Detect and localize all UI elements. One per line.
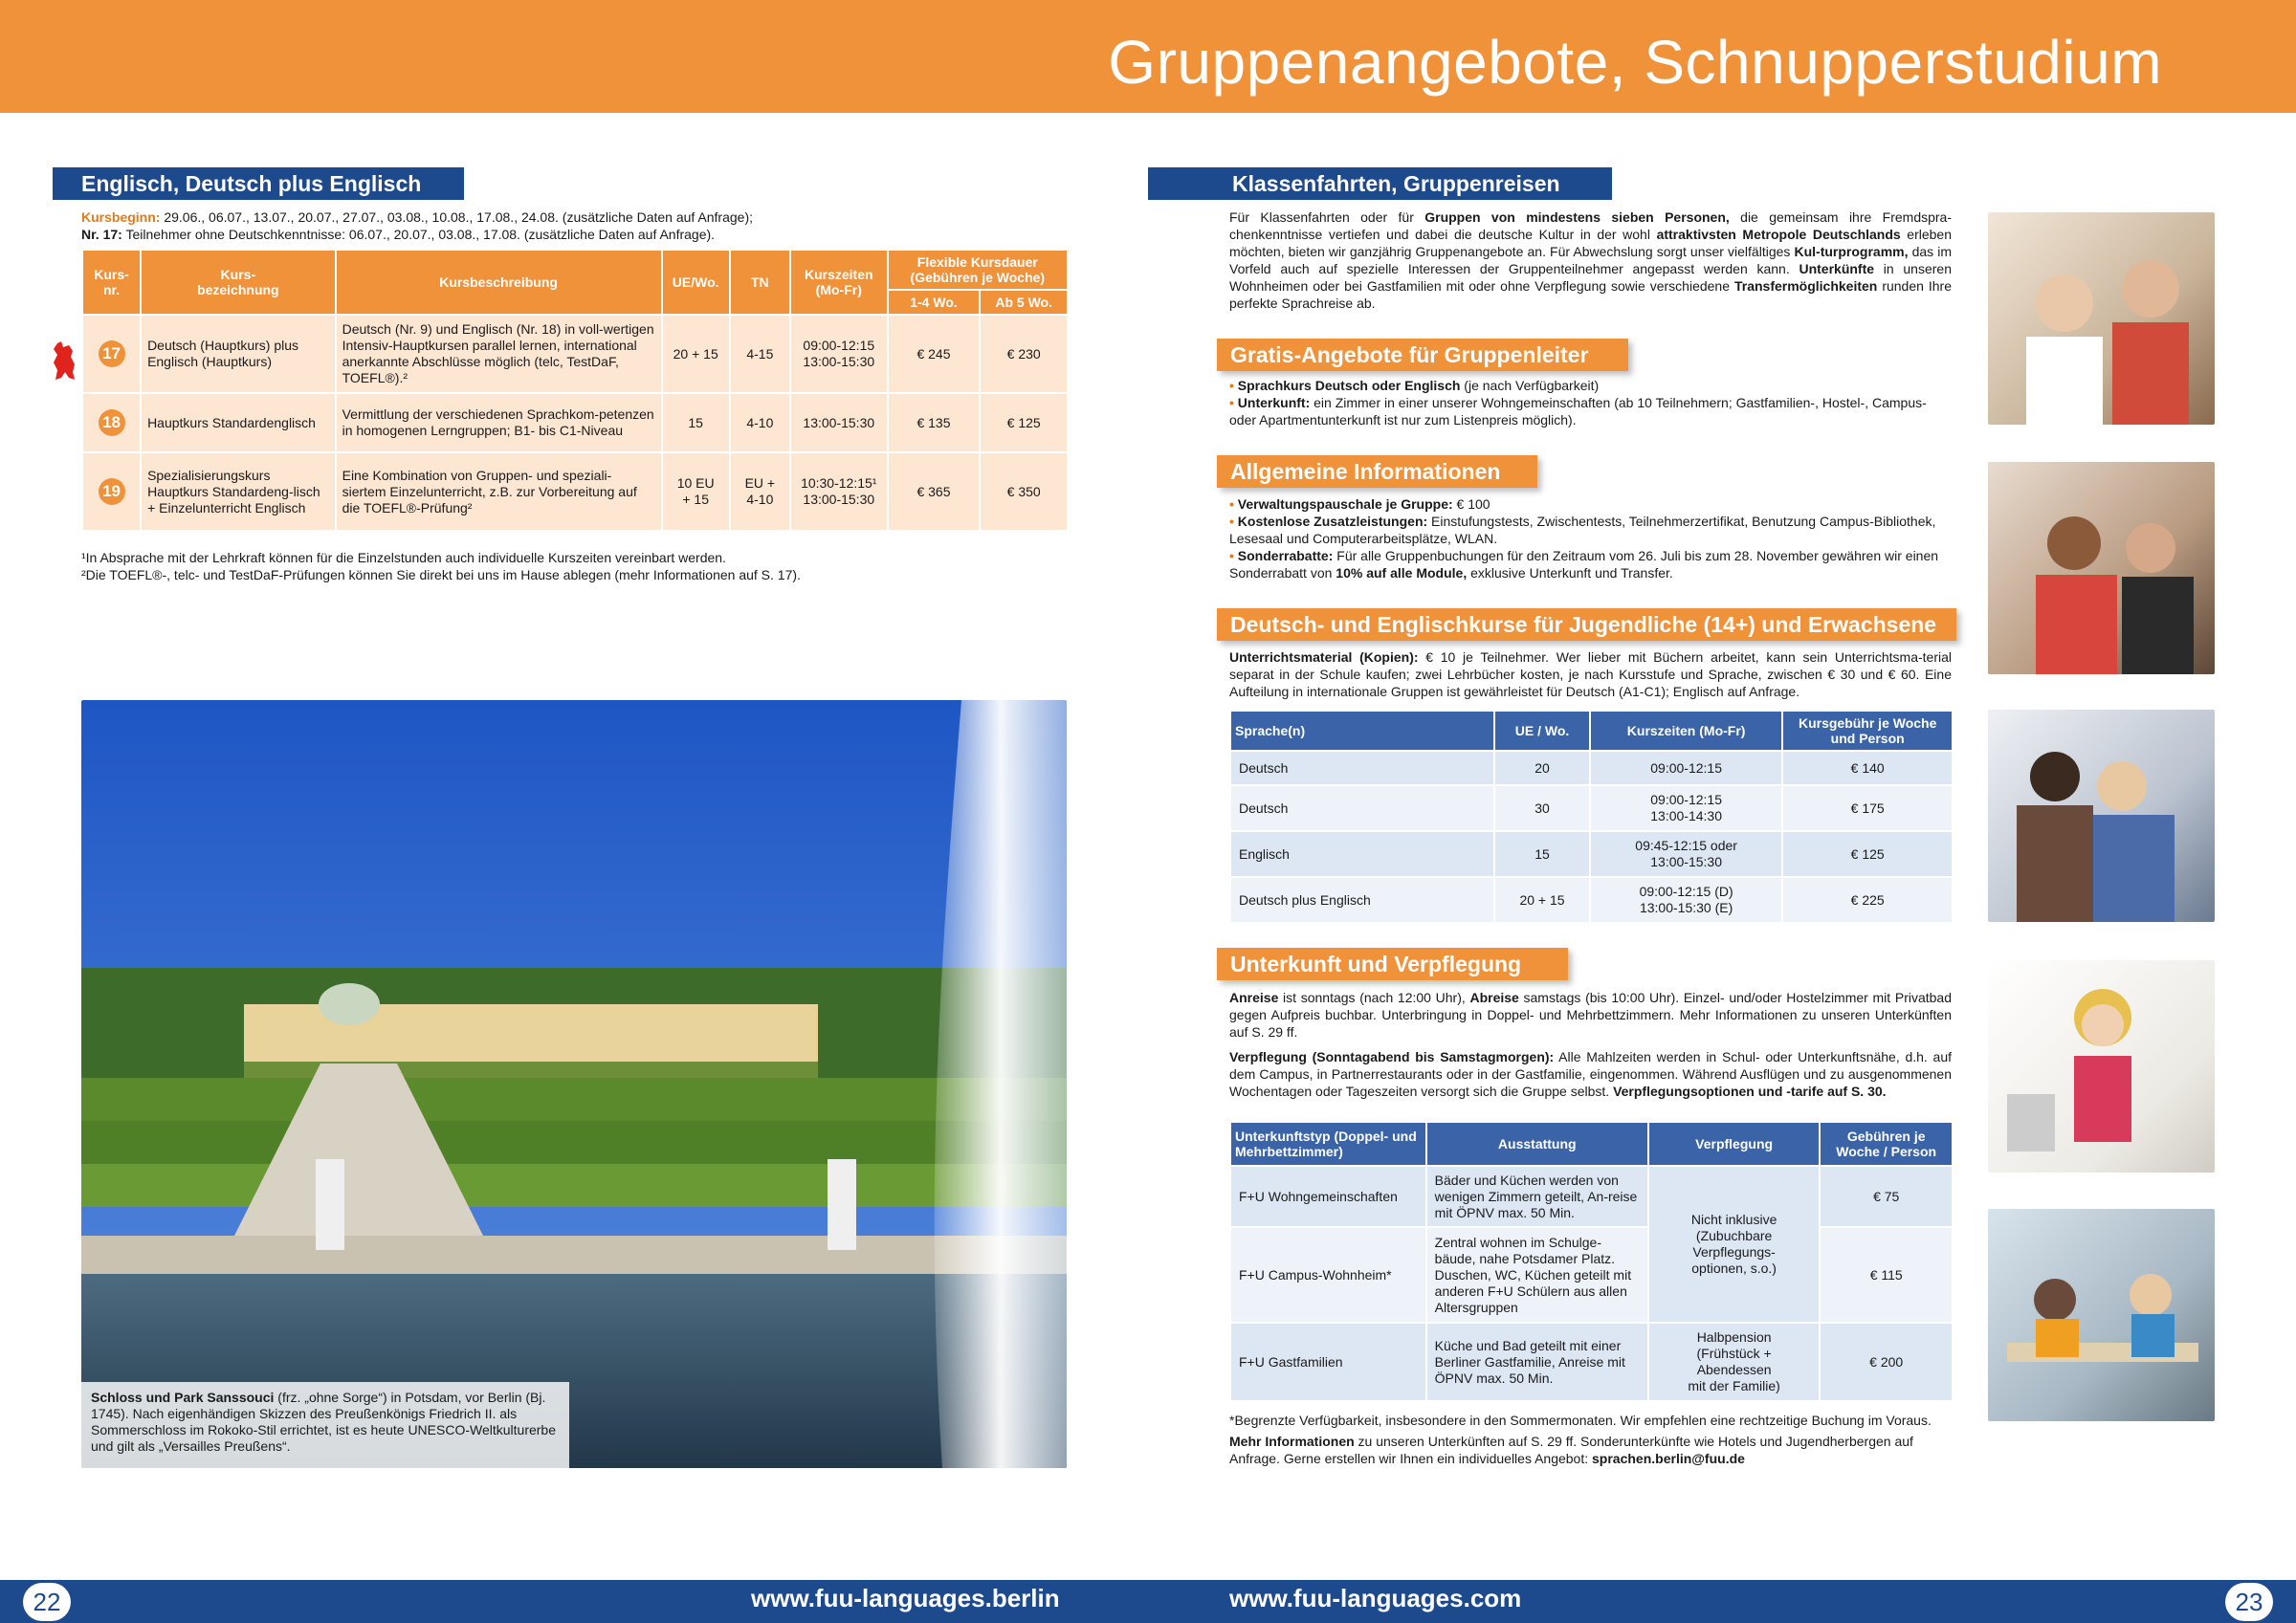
kurse-paragraph (1229, 648, 1952, 700)
course-tn: 4-15 (730, 315, 790, 393)
verpflegung-bold: Verpflegungsoptionen und -tarife auf S. 30. (1613, 1084, 1887, 1099)
footnotes (81, 549, 1067, 583)
allg-item: • Kostenlose Zusatzleistungen: Einstufungstests, Zwischentests, Teilnehmerzertifikat, Benutzung Campus-Bibliothek, Lesesaal und Computerarbeitsplätze, WLAN. (1229, 514, 1936, 546)
col-kursbezeichnung: Kurs- bezeichnung (141, 250, 336, 315)
gratis-item-text: (je nach Verfügbarkeit) (1460, 378, 1600, 393)
table-row (82, 452, 1068, 531)
cell-sprache: Englisch (1230, 831, 1494, 877)
course-desc: Vermittlung der verschiedenen Sprachkom-petenzen in homogenen Lerngruppen; B1- bis C1-Niveau (336, 393, 662, 452)
allg-item-label: Verwaltungspauschale je Gruppe: (1237, 496, 1453, 512)
caption-text: (frz. „ohne Sorge“) in Potsdam, vor Berlin (Bj. 1745). Nach eigenhändigen Skizzen des Preußenkönigs Friedrich II. als Sommerschloss im Rokoko-Stil errichtet, ist es heute UNESCO-Weltkulturerbe und gilt als „Versailles Preußens“. (91, 1390, 557, 1454)
unterkunft-table (1229, 1121, 1954, 1402)
gratis-item-label: Unterkunft: (1237, 395, 1311, 410)
cell-typ: F+U Wohngemeinschaften (1230, 1166, 1426, 1227)
klassen-text: Für Klassenfahrten oder für (1229, 209, 1425, 225)
allg-item-label: Sonderrabatte: (1237, 548, 1334, 563)
cell-ue: 20 + 15 (1494, 877, 1590, 923)
cell-typ: F+U Campus-Wohnheim* (1230, 1227, 1426, 1323)
course-price-5: € 230 (980, 315, 1068, 393)
course-tn: EU + 4-10 (730, 452, 790, 531)
photo-students-2 (1988, 462, 2215, 674)
anreise-text: samstags (bis 10:00 Uhr). Einzel- und/oder Hostelzimmer mit Privatbad gegen Aufpreis buchbar. Unterbringung in Doppel- und Mehrbettzimmern. Mehr Informationen zu unseren Unterkünften auf S. 29 ff. (1229, 990, 1953, 1040)
berlin-bear-icon (50, 340, 78, 384)
course-name: Spezialisierungskurs Hauptkurs Standardeng-lisch + Einzelunterricht Englisch (141, 452, 336, 531)
allg-item-text: exklusive Unterkunft und Transfer. (1467, 565, 1673, 581)
page-number-left: 22 (23, 1583, 71, 1621)
footer-url-left[interactable]: www.fuu-languages.berlin (751, 1584, 1060, 1612)
cell-zeit: 09:00-12:15 13:00-14:30 (1590, 785, 1782, 831)
page-number-right: 23 (2225, 1583, 2273, 1621)
col-gebuehren: Gebühren je Woche / Person (1820, 1122, 1953, 1166)
cell-zeit: 09:45-12:15 oder 13:00-15:30 (1590, 831, 1782, 877)
allg-item-text: € 100 (1452, 496, 1490, 512)
col-sprache: Sprache(n) (1230, 711, 1494, 751)
klassen-bold: attraktivsten Metropole Deutschlands (1656, 227, 1901, 242)
klassen-bold: Unterkünfte (1799, 261, 1875, 276)
table-header-row (1230, 711, 1953, 751)
allg-item-text: Einstufungstests, Zwischentests, Teilnehmerzertifikat, Benutzung Campus-Bibliothek, Lesesaal und Computerarbeitsplätze, WLAN. (1229, 514, 1936, 546)
allg-item: • Verwaltungspauschale je Gruppe: € 100 (1229, 496, 1490, 512)
cell-preis: € 140 (1782, 751, 1953, 785)
col-kurszeiten: Kurszeiten (Mo-Fr) (790, 250, 888, 315)
col-1-4-wochen: 1-4 Wo. (888, 290, 981, 315)
course-number (82, 393, 141, 452)
course-number (82, 452, 141, 531)
table-row (1230, 1166, 1953, 1227)
footer-bar (0, 1580, 2296, 1623)
course-price-5: € 125 (980, 393, 1068, 452)
students-illustration (1988, 212, 2215, 425)
cell-verpflegung: Halbpension (Frühstück + Abendessen mit der Familie) (1648, 1323, 1821, 1401)
klassen-text: die gemeinsam ihre Fremdspra-chenkenntnisse vertiefen und dabei die deutsche Kultur in der wohl (1229, 209, 1952, 242)
col-verpflegung: Verpflegung (1648, 1122, 1821, 1166)
cell-ausstattung: Küche und Bad geteilt mit einer Berliner Gastfamilie, Anreise mit ÖPNV max. 50 Min. (1426, 1323, 1648, 1401)
photo-students-1 (1988, 212, 2215, 425)
klassen-paragraph (1229, 208, 1952, 312)
dining-illustration (1988, 1209, 2215, 1421)
allg-item-label: Kostenlose Zusatzleistungen: (1237, 514, 1428, 529)
caption-title: Schloss und Park Sanssouci (91, 1390, 275, 1405)
section-title-kurse: Deutsch- und Englischkurse für Jugendliche (14+) und Erwachsene (1217, 608, 1956, 641)
anreise-text: ist sonntags (nach 12:00 Uhr), (1278, 990, 1470, 1005)
cell-ue: 15 (1494, 831, 1590, 877)
klassen-text: das im Vorfeld auch auf spezielle Interessen der Gruppenteilnehmer angepasst werden kann. (1229, 244, 1952, 276)
course-ue: 15 (662, 393, 730, 452)
course-ue: 10 EU + 15 (662, 452, 730, 531)
cell-preis: € 175 (1782, 785, 1953, 831)
table-row (1230, 785, 1953, 831)
col-ausstattung: Ausstattung (1426, 1122, 1648, 1166)
cell-sprache: Deutsch (1230, 785, 1494, 831)
page-title: Gruppenangebote, Schnupperstudium (1108, 28, 2162, 97)
students-illustration (1988, 710, 2215, 922)
table-row (1230, 1227, 1953, 1323)
cell-preis: € 225 (1782, 877, 1953, 923)
woman-illustration (1988, 960, 2215, 1173)
photo-dining (1988, 1209, 2215, 1421)
col-kursnr: Kurs- nr. (82, 250, 141, 315)
kurse-label: Unterrichtsmaterial (Kopien): (1229, 649, 1419, 665)
gratis-list (1229, 377, 1952, 428)
kursbeginn-dates: 29.06., 06.07., 13.07., 20.07., 27.07., 03.08., 10.08., 17.08., 24.08. (zusätzliche Daten auf Anfrage); (160, 209, 754, 225)
course-number-badge: 19 (99, 478, 125, 505)
course-time: 13:00-15:30 (790, 393, 888, 452)
section-title-allgemein: Allgemeine Informationen (1217, 455, 1537, 488)
cell-sprache: Deutsch (1230, 751, 1494, 785)
email-link[interactable]: sprachen.berlin@fuu.de (1592, 1451, 1745, 1466)
note-mehr-info (1229, 1433, 1954, 1467)
course-time: 10:30-12:15¹ 13:00-15:30 (790, 452, 888, 531)
footnote-2: ²Die TOEFL®-, telc- und TestDaF-Prüfungen können Sie direkt bei uns im Hause ablegen (mehr Informationen auf S. 17). (81, 567, 801, 582)
footnote-1: ¹In Absprache mit der Lehrkraft können für die Einzelstunden auch individuelle Kurszeiten vereinbart werden. (81, 550, 726, 565)
kurse-text: € 10 je Teilnehmer. Wer lieber mit Büchern arbeitet, kann sein Unterrichtsma-terial separat in der Schule kaufen; zwei Lehrbücher kosten, je nach Kursstufe und Sprache, zwischen € 30 und € 60. Eine Aufteilung in internationale Gruppen ist gewährleistet für Deutsch (A1-C1); Englisch auf Anfrage. (1229, 649, 1952, 699)
gratis-item: • Sprachkurs Deutsch oder Englisch (je nach Verfügbarkeit) (1229, 378, 1600, 393)
course-number (82, 315, 141, 393)
col-kursbeschreibung: Kursbeschreibung (336, 250, 662, 315)
table-row (1230, 877, 1953, 923)
cell-ausstattung: Zentral wohnen im Schulge-bäude, nahe Potsdamer Platz. Duschen, WC, Küchen geteilt mit anderen F+U Schülern aus allen Altersgruppen (1426, 1227, 1648, 1323)
gratis-item-label: Sprachkurs Deutsch oder Englisch (1237, 378, 1461, 393)
table-header-row (82, 250, 1068, 290)
photo-woman (1988, 960, 2215, 1173)
nr17-dates: Teilnehmer ohne Deutschkenntnisse: 06.07., 20.07., 03.08., 17.08. (zusätzliche Daten auf Anfrage). (121, 227, 716, 242)
kursbeginn-text (81, 208, 1067, 243)
table-row (82, 315, 1068, 393)
course-price-1-4: € 365 (888, 452, 981, 531)
cell-ausstattung: Bäder und Küchen werden von wenigen Zimmern geteilt, An-reise mit ÖPNV max. 50 Min. (1426, 1166, 1648, 1227)
course-price-1-4: € 135 (888, 393, 981, 452)
klassen-bold: Kul-turprogramm, (1794, 244, 1909, 259)
cell-preis: € 115 (1820, 1227, 1953, 1323)
kurse-table (1229, 710, 1954, 924)
cell-ue: 20 (1494, 751, 1590, 785)
header-bar (0, 0, 2296, 113)
verpflegung-text: Alle Mahlzeiten werden in Schul- oder Unterkunftsnähe, d.h. auf dem Campus, in Partnerrestaurants oder in der Gastfamilie, eingenommen. Während Ausflügen und zu ausgenommenen Wochentagen oder Tageszeiten versorgt sich die Gruppe selbst. (1229, 1049, 1952, 1099)
note-begrenzte: *Begrenzte Verfügbarkeit, insbesondere in den Sommermonaten. Wir empfehlen eine rechtzeitige Buchung im Voraus. (1229, 1413, 1932, 1428)
nr17-label: Nr. 17: (81, 227, 122, 242)
cell-ue: 30 (1494, 785, 1590, 831)
section-title-englisch: Englisch, Deutsch plus Englisch (53, 167, 464, 200)
klassen-text: erleben möchten, bieten wir ganzjährig Gruppenangebote an. Für Abwechslung sorgt unser vielfältiges (1229, 227, 1953, 259)
course-table (81, 249, 1069, 532)
course-desc: Deutsch (Nr. 9) und Englisch (Nr. 18) in voll-wertigen Intensiv-Hauptkursen parallel lernen, international anerkannte Abschlüsse möglich (telc, TestDaF, TOEFL®).² (336, 315, 662, 393)
anreise-paragraph (1229, 989, 1952, 1041)
cell-zeit: 09:00-12:15 (D) 13:00-15:30 (E) (1590, 877, 1782, 923)
gratis-item-text: ein Zimmer in einer unserer Wohngemeinschaften (ab 10 Teilnehmern; Gastfamilien-, Hostel-, Campus- oder Apartmentunterkunft ist nur zum Listenpreis möglich). (1229, 395, 1927, 428)
course-name: Deutsch (Hauptkurs) plus Englisch (Hauptkurs) (141, 315, 336, 393)
course-name: Hauptkurs Standardenglisch (141, 393, 336, 452)
unterkunft-notes (1229, 1412, 1954, 1467)
cell-zeit: 09:00-12:15 (1590, 751, 1782, 785)
col-unterkunftstyp: Unterkunftstyp (Doppel- und Mehrbettzimmer) (1230, 1122, 1426, 1166)
cell-preis: € 125 (1782, 831, 1953, 877)
allg-item: • Sonderrabatte: Für alle Gruppenbuchungen für den Zeitraum vom 26. Juli bis zum 28. November gewähren wir einen Sonderrabatt von 10% auf alle Module, exklusive Unterkunft und Transfer. (1229, 548, 1939, 581)
table-header-row (1230, 1122, 1953, 1166)
table-row (82, 393, 1068, 452)
cell-preis: € 75 (1820, 1166, 1953, 1227)
photo-students-3 (1988, 710, 2215, 922)
course-number-badge: 18 (99, 409, 125, 436)
students-illustration (1988, 462, 2215, 674)
gratis-item: • Unterkunft: ein Zimmer in einer unserer Wohngemeinschaften (ab 10 Teilnehmern; Gastfamilien-, Hostel-, Campus- oder Apartmentunterkunft ist nur zum Listenpreis möglich). (1229, 395, 1927, 428)
klassen-bold: Gruppen von mindestens sieben Personen, (1424, 209, 1730, 225)
col-tn: TN (730, 250, 790, 315)
photo-caption (81, 1382, 569, 1468)
table-row (1230, 751, 1953, 785)
verpflegung-bold: Verpflegung (Sonntagabend bis Samstagmorgen): (1229, 1049, 1555, 1064)
table-row (1230, 1323, 1953, 1401)
table-row (1230, 831, 1953, 877)
course-number-badge: 17 (99, 340, 125, 367)
anreise-bold: Anreise (1229, 990, 1279, 1005)
section-title-unterkunft: Unterkunft und Verpflegung (1217, 948, 1568, 980)
col-ue: UE/Wo. (662, 250, 730, 315)
verpflegung-paragraph (1229, 1048, 1952, 1100)
allgemein-list (1229, 495, 1952, 581)
sanssouci-illustration (81, 700, 1067, 1468)
footer-url-right[interactable]: www.fuu-languages.com (1229, 1584, 1522, 1612)
col-ue: UE / Wo. (1494, 711, 1590, 751)
cell-typ: F+U Gastfamilien (1230, 1323, 1426, 1401)
sanssouci-photo (81, 700, 1067, 1468)
klassen-text: runden Ihre perfekte Sprachreise ab. (1229, 278, 1952, 311)
course-price-5: € 350 (980, 452, 1068, 531)
course-tn: 4-10 (730, 393, 790, 452)
col-flexible: Flexible Kursdauer (Gebühren je Woche) (888, 250, 1068, 290)
col-kursgebuehr: Kursgebühr je Woche und Person (1782, 711, 1953, 751)
col-kurszeiten: Kurszeiten (Mo-Fr) (1590, 711, 1782, 751)
note-mehr-info-text: zu unseren Unterkünften auf S. 29 ff. Sonderunterkünfte wie Hotels und Jugendherbergen auf Anfrage. Gerne erstellen wir Ihnen ein individuelles Angebot: (1229, 1434, 1913, 1466)
course-time: 09:00-12:15 13:00-15:30 (790, 315, 888, 393)
section-title-gratis: Gratis-Angebote für Gruppenleiter (1217, 339, 1628, 371)
section-title-klassenfahrten: Klassenfahrten, Gruppenreisen (1148, 167, 1612, 200)
course-price-1-4: € 245 (888, 315, 981, 393)
cell-sprache: Deutsch plus Englisch (1230, 877, 1494, 923)
anreise-bold: Abreise (1469, 990, 1519, 1005)
allg-item-bold: 10% auf alle Module, (1336, 565, 1468, 581)
note-mehr-info-bold: Mehr Informationen (1229, 1434, 1355, 1449)
klassen-text: in unseren Wohnheimen oder bei Gastfamilien mit oder ohne Verpflegung sowie verschiedene (1229, 261, 1952, 294)
cell-verpflegung: Nicht inklusive (Zubuchbare Verpflegungs- optionen, s.o.) (1648, 1166, 1821, 1323)
klassen-bold: Transfermöglichkeiten (1733, 278, 1878, 294)
cell-preis: € 200 (1820, 1323, 1953, 1401)
course-desc: Eine Kombination von Gruppen- und speziali-siertem Einzelunterricht, z.B. zur Vorbereitung auf die TOEFL®-Prüfung² (336, 452, 662, 531)
allg-item-text: Für alle Gruppenbuchungen für den Zeitraum vom 26. Juli bis zum 28. November gewähren wir einen Sonderrabatt von (1229, 548, 1939, 581)
col-ab-5-wochen: Ab 5 Wo. (980, 290, 1068, 315)
kursbeginn-label: Kursbeginn: (81, 209, 161, 225)
course-ue: 20 + 15 (662, 315, 730, 393)
